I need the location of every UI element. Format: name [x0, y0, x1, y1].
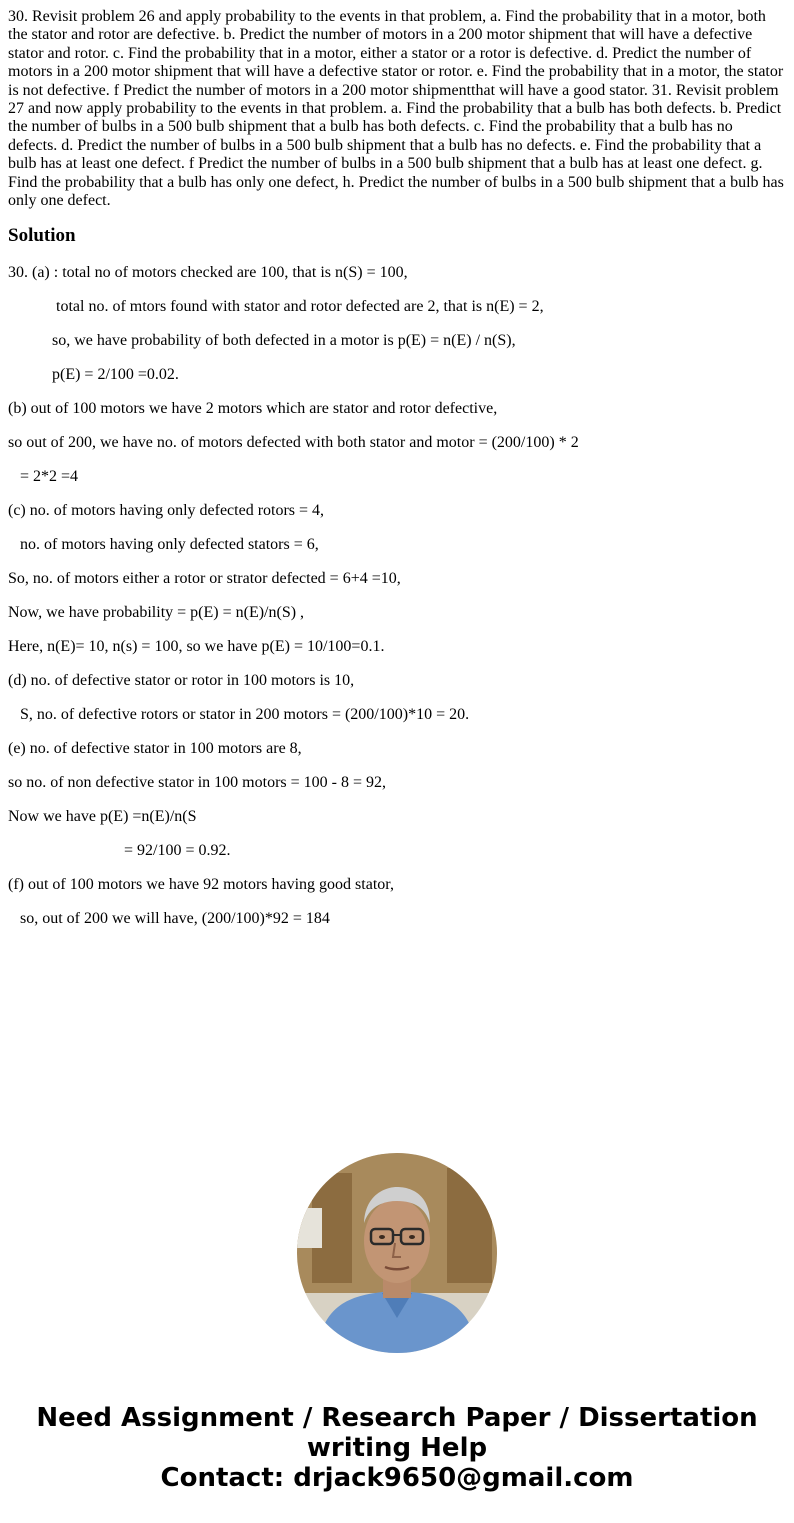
- solution-line: so, out of 200 we will have, (200/100)*92 = 184: [8, 910, 330, 927]
- solution-line: 30. (a) : total no of motors checked are 100, that is n(S) = 100,: [8, 264, 408, 281]
- question-text: 30. Revisit problem 26 and apply probability to the events in that problem, a. Find the probability that in a motor, both the stator and rotor are defective. b. Predict the number of motors in a 200 motor shipment that will have a defective stator and rotor. c. Find the probability that in a motor, either a stator or a rotor is defective. d. Predict the number of motors in a 200 motor shipment that will have a defective stator or rotor. e. Find the probability that in a motor, the stator is not defective. f Predict the number of motors in a 200 motor shipmentthat will have a good stator. 31. Revisit problem 27 and now apply probability to the events in that problem. a. Find the probability that a bulb has both defects. b. Predict the number of bulbs in a 500 bulb shipment that a bulb has both defects. c. Find the probability that a bulb has no defects. d. Predict the number of bulbs in a 500 bulb shipment that a bulb has no defects. e. Find the probability that a bulb has at least one defect. f Predict the number of bulbs in a 500 bulb shipment that a bulb has at least one defect. g. Find the probability that a bulb has only one defect, h. Predict the number of bulbs in a 500 bulb shipment that a bulb has only one defect.: [8, 8, 784, 210]
- footer-line-2: writing Help: [306, 1433, 488, 1463]
- solution-line: S, no. of defective rotors or stator in 200 motors = (200/100)*10 = 20.: [8, 706, 470, 723]
- footer-promo: [0, 1403, 794, 1493]
- solution-line: no. of motors having only defected stators = 6,: [8, 536, 319, 553]
- solution-heading: Solution: [8, 225, 76, 246]
- tutor-avatar: [297, 1153, 497, 1353]
- solution-line: Here, n(E)= 10, n(s) = 100, so we have p(E) = 10/100=0.1.: [8, 638, 385, 655]
- solution-line: so, we have probability of both defected in a motor is p(E) = n(E) / n(S),: [8, 332, 516, 349]
- solution-line: Now, we have probability = p(E) = n(E)/n(S) ,: [8, 604, 305, 621]
- solution-line: so out of 200, we have no. of motors defected with both stator and motor = (200/100) * 2: [8, 434, 579, 451]
- footer-line-1: Need Assignment / Research Paper / Dissertation: [36, 1403, 758, 1433]
- solution-line: = 2*2 =4: [8, 468, 79, 485]
- person-photo-icon: [297, 1153, 497, 1353]
- solution-line: (c) no. of motors having only defected rotors = 4,: [8, 502, 325, 519]
- solution-line: = 92/100 = 0.92.: [8, 842, 231, 859]
- solution-line: (d) no. of defective stator or rotor in 100 motors is 10,: [8, 672, 355, 689]
- solution-line: So, no. of motors either a rotor or strator defected = 6+4 =10,: [8, 570, 401, 587]
- solution-line: (b) out of 100 motors we have 2 motors which are stator and rotor defective,: [8, 400, 498, 417]
- solution-line: total no. of mtors found with stator and rotor defected are 2, that is n(E) = 2,: [8, 298, 544, 315]
- solution-line: Now we have p(E) =n(E)/n(S: [8, 808, 197, 825]
- solution-line: (f) out of 100 motors we have 92 motors having good stator,: [8, 876, 394, 893]
- solution-line: (e) no. of defective stator in 100 motors are 8,: [8, 740, 302, 757]
- solution-line: so no. of non defective stator in 100 motors = 100 - 8 = 92,: [8, 774, 386, 791]
- footer-contact: Contact: drjack9650@gmail.com: [160, 1463, 634, 1493]
- solution-line: p(E) = 2/100 =0.02.: [8, 366, 179, 383]
